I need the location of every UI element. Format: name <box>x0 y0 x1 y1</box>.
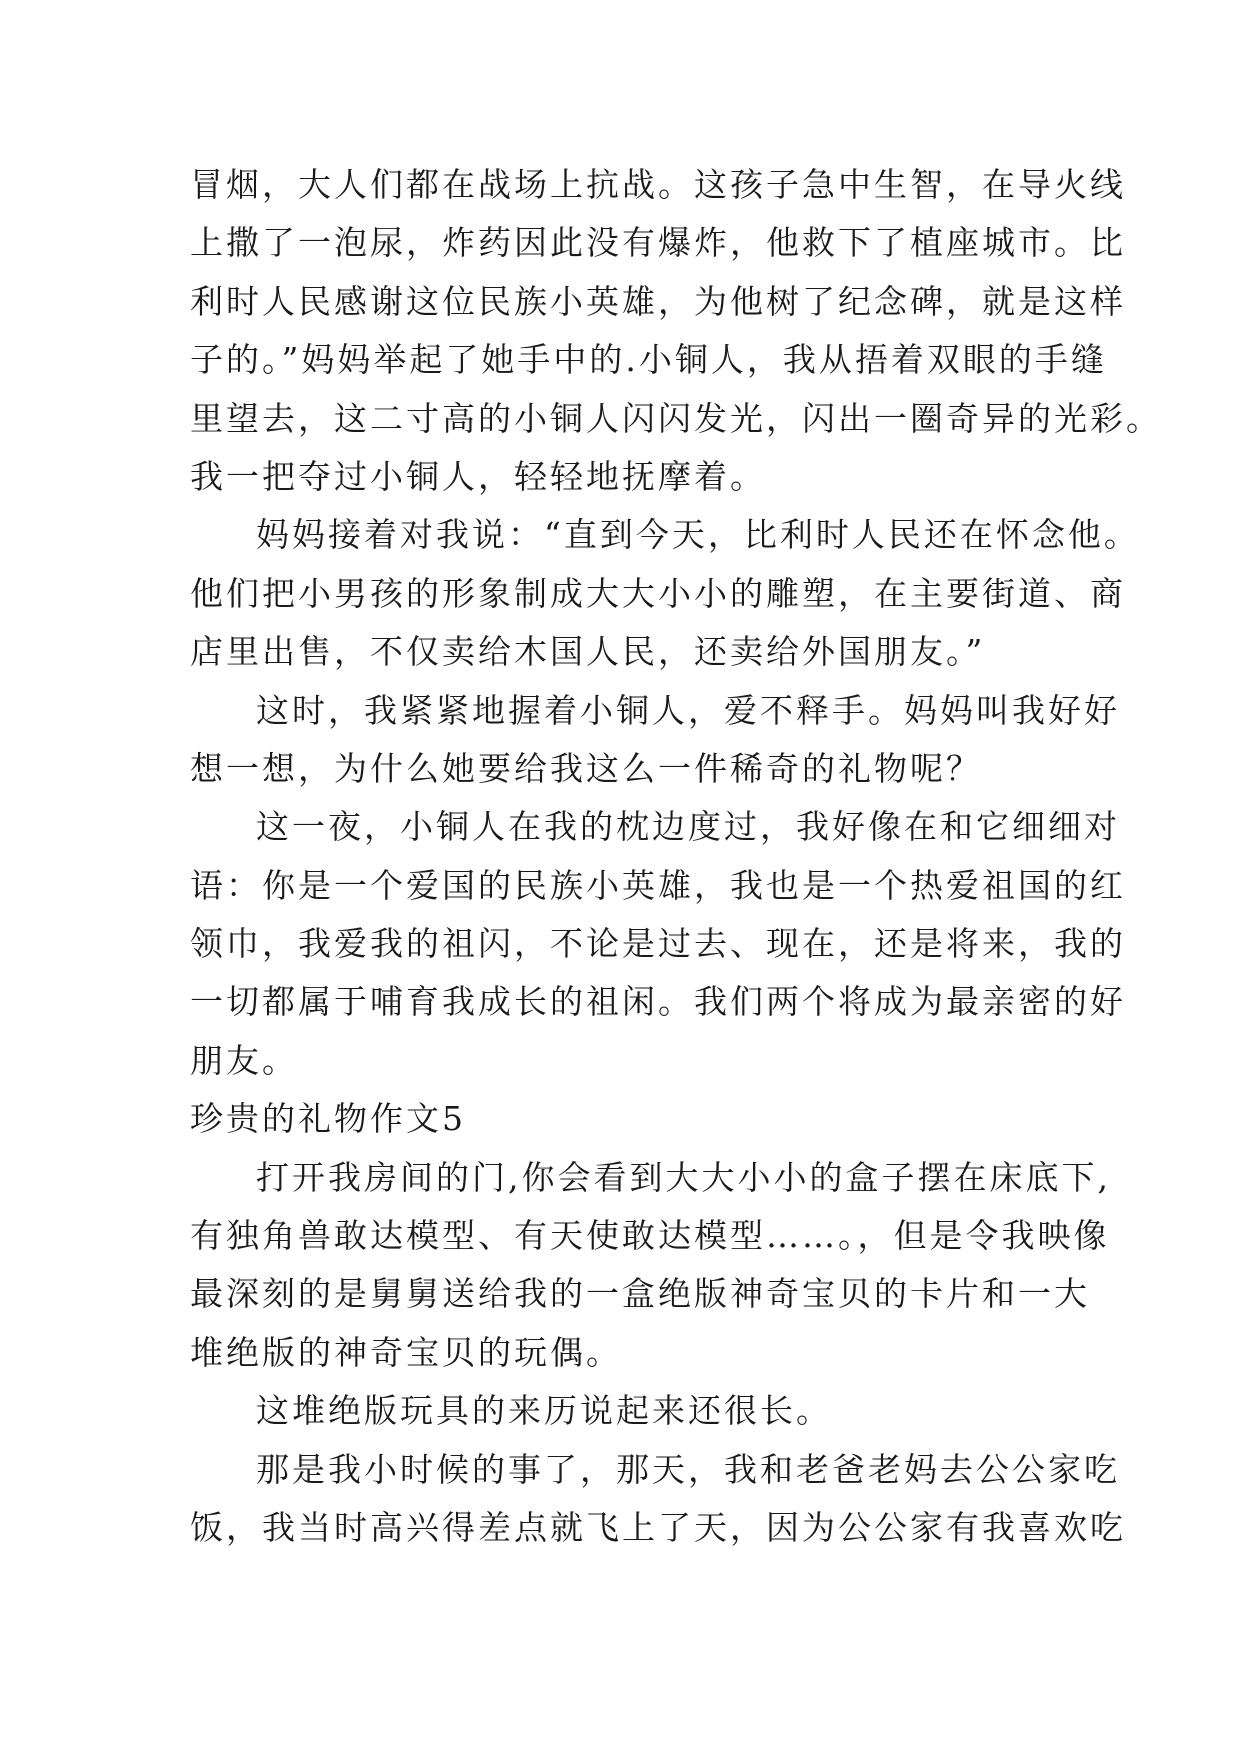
paragraph-start-line: 这时，我紧紧地握着小铜人，爱不释手。妈妈叫我好好 <box>256 690 1120 730</box>
text-line: 一切都属于哺育我成长的祖闲。我们两个将成为最亲密的好 <box>190 982 1126 1022</box>
text-line: 店里出售，不仅卖给木国人民，还卖给外国朋友。” <box>190 632 986 672</box>
text-line: 他们把小男孩的形象制成大大小小的雕塑，在主要街道、商 <box>190 573 1126 613</box>
text-line: 领巾，我爱我的祖闪，不论是过去、现在，还是将来，我的 <box>190 924 1126 964</box>
text-line: 最深刻的是舅舅送给我的一盒绝版神奇宝贝的卡片和一大 <box>190 1274 1090 1314</box>
text-line: 有独角兽敢达模型、有天使敢达模型……。，但是令我映像 <box>190 1216 1110 1256</box>
text-line: 堆绝版的神奇宝贝的玩偶。 <box>190 1332 622 1372</box>
text-line: 朋友。 <box>190 1040 298 1080</box>
section-heading: 珍贵的礼物作文5 <box>190 1099 466 1139</box>
text-line: 里望去，这二寸高的小铜人闪闪发光，闪出一圈奇异的光彩。 <box>190 398 1162 438</box>
text-line: 我一把夺过小铜人，轻轻地抚摩着。 <box>190 456 766 496</box>
text-line: 子的。”妈妈举起了她手中的.小铜人，我从捂着双眼的手缝 <box>190 340 1107 380</box>
text-line: 利时人民感谢这位民族小英雄，为他树了纪念碑，就是这样 <box>190 281 1126 321</box>
paragraph-start-line: 打开我房间的门,你会看到大大小小的盒子摆在床底下, <box>256 1157 1111 1197</box>
paragraph-start-line: 这堆绝版玩具的来历说起来还很长。 <box>256 1391 832 1431</box>
text-line: 语：你是一个爱国的民族小英雄，我也是一个热爱祖国的红 <box>190 865 1126 905</box>
paragraph-start-line: 那是我小时候的事了，那天，我和老爸老妈去公公家吃 <box>256 1449 1120 1489</box>
text-line: 想一想，为什么她要给我这么一件稀奇的礼物呢？ <box>190 748 982 788</box>
text-line: 饭，我当时高兴得差点就飞上了天，因为公公家有我喜欢吃 <box>190 1507 1126 1547</box>
paragraph-start-line: 妈妈接着对我说：“直到今天，比利时人民还在怀念他。 <box>256 515 1140 555</box>
paragraph-start-line: 这一夜，小铜人在我的枕边度过，我好像在和它细细对 <box>256 807 1120 847</box>
text-line: 冒烟，大人们都在战场上抗战。这孩子急中生智，在导火线 <box>190 165 1126 204</box>
document-body <box>190 156 1162 1557</box>
text-line: 上撒了一泡尿，炸药因此没有爆炸，他救下了植座城市。比 <box>190 223 1126 263</box>
